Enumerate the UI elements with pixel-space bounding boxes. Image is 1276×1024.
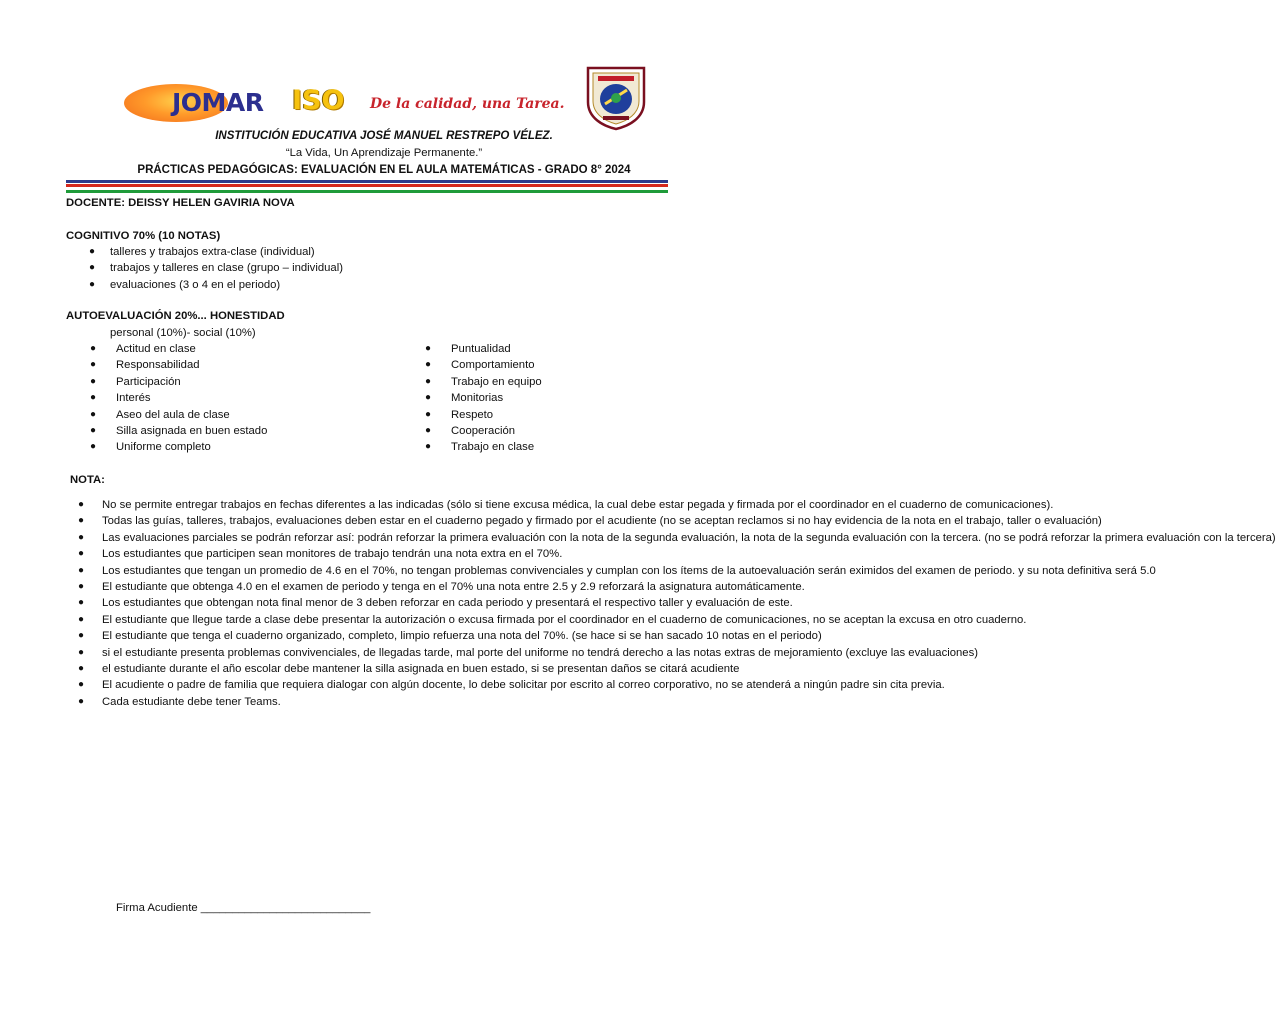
- institution-motto: “La Vida, Un Aprendizaje Permanente.”: [285, 147, 483, 159]
- school-shield-icon: [585, 64, 647, 130]
- list-item: [89, 244, 343, 260]
- list-item: [90, 390, 267, 406]
- list-item: [425, 407, 542, 423]
- cognitivo-list: [89, 244, 343, 293]
- list-item-text: si el estudiante presenta problemas convivenciales, de llegadas tarde, mal porte del uniforme no tendrá derecho a las notas extras de mejoramiento (excluye las evaluaciones): [102, 646, 978, 659]
- list-item: [90, 341, 267, 357]
- list-item: [425, 423, 542, 439]
- bullet-icon: ●: [90, 425, 97, 437]
- list-item-text: trabajos y talleres en clase (grupo – individual): [110, 262, 343, 275]
- list-item: [90, 407, 267, 423]
- list-item: [425, 341, 542, 357]
- list-item: [78, 563, 1156, 579]
- list-item: [78, 628, 822, 644]
- list-item-text: Los estudiantes que tengan un promedio de 4.6 en el 70%, no tengan problemas convivenciales y cumplan con los ítems de la autoevaluación serán eximidos del examen de periodo. y su nota definitiva será 5.0: [102, 564, 1156, 577]
- list-item-text: talleres y trabajos extra-clase (individual): [110, 246, 315, 258]
- list-item: [90, 374, 267, 390]
- bullet-icon: ●: [90, 441, 97, 453]
- list-item-text: Silla asignada en buen estado: [116, 425, 268, 438]
- autoevaluacion-title: AUTOEVALUACIÓN 20%... HONESTIDAD: [66, 310, 285, 322]
- bullet-icon: ●: [78, 597, 85, 609]
- firma-acudiente-line: Firma Acudiente ___________________________: [116, 902, 371, 914]
- list-item: [425, 357, 542, 373]
- header-stripe-red: [66, 184, 668, 187]
- list-item: [89, 277, 343, 293]
- bullet-icon: ●: [78, 499, 85, 510]
- list-item-text: Todas las guías, talleres, trabajos, evaluaciones deben estar en el cuaderno pegado y firmado por el acudiente (no se aceptan reclamos si no hay evidencia de la nota en el trabajo, taller o evaluación): [102, 515, 1102, 528]
- bullet-icon: ●: [78, 564, 85, 576]
- bullet-icon: ●: [78, 646, 85, 658]
- list-item-text: Aseo del aula de clase: [116, 408, 230, 421]
- nota-list: [78, 497, 1276, 710]
- jomar-iso-logo: [124, 82, 574, 122]
- bullet-icon: ●: [78, 581, 85, 593]
- bullet-icon: ●: [78, 630, 85, 642]
- list-item-text: Actitud en clase: [116, 343, 196, 355]
- list-item: [90, 423, 268, 439]
- bullet-icon: ●: [89, 278, 96, 290]
- bullet-icon: ●: [89, 262, 96, 274]
- autoevaluacion-subtitle: personal (10%)- social (10%): [110, 327, 256, 339]
- list-item-text: Puntualidad: [451, 343, 511, 355]
- logo-tagline: De la calidad, una Tarea.: [370, 96, 565, 112]
- bullet-icon: ●: [89, 246, 96, 257]
- bullet-icon: ●: [425, 425, 432, 437]
- bullet-icon: ●: [78, 695, 85, 707]
- nota-title: NOTA:: [70, 474, 105, 486]
- list-item: [78, 513, 1102, 529]
- bullet-icon: ●: [90, 359, 97, 371]
- bullet-icon: ●: [78, 613, 85, 625]
- bullet-icon: ●: [78, 663, 85, 675]
- list-item-text: Comportamiento: [451, 359, 535, 372]
- list-item-text: Interés: [116, 392, 151, 405]
- bullet-icon: ●: [425, 441, 432, 453]
- list-item-text: Monitorias: [451, 392, 504, 405]
- list-item-text: El estudiante que obtenga 4.0 en el examen de periodo y tenga en el 70% una nota entre 2.5 y 2.9 reforzará la asignatura automáticamente.: [102, 581, 805, 594]
- list-item-text: El estudiante que llegue tarde a clase debe presentar la autorización o excusa firmada por el coordinador en el cuaderno de comunicaciones, no se aceptan la excusa en otro cuaderno.: [102, 613, 1027, 626]
- header-stripe-green: [66, 190, 668, 193]
- bullet-icon: ●: [425, 408, 432, 420]
- list-item-text: Responsabilidad: [116, 359, 200, 372]
- bullet-icon: ●: [90, 375, 97, 387]
- list-item-text: Cada estudiante debe tener Teams.: [102, 695, 281, 708]
- list-item: [78, 546, 698, 562]
- docente-line: DOCENTE: DEISSY HELEN GAVIRIA NOVA: [66, 197, 295, 209]
- list-item-text: Trabajo en clase: [451, 441, 535, 454]
- list-item: [78, 579, 805, 595]
- list-item-text: Los estudiantes que participen sean monitores de trabajo tendrán una nota extra en el 70%.: [102, 548, 563, 561]
- list-item-text: Trabajo en equipo: [451, 375, 542, 388]
- bullet-icon: ●: [78, 548, 85, 560]
- list-item-text: El estudiante que tenga el cuaderno organizado, completo, limpio refuerza una nota del 70%. (se hace si se han sacado 10 notas en el periodo): [102, 630, 822, 643]
- bullet-icon: ●: [425, 359, 432, 371]
- list-item: [78, 612, 1027, 628]
- list-item: [78, 645, 978, 661]
- bullet-icon: ●: [90, 392, 97, 404]
- list-item-text: Las evaluaciones parciales se podrán reforzar así: podrán reforzar la primera evaluación con la nota de la segunda evaluación, la nota de la segunda evaluación con la tercera. (no se podrá reforzar la primera evaluación con la tercera): [102, 531, 1276, 544]
- bullet-icon: ●: [78, 515, 85, 527]
- cognitivo-title: COGNITIVO 70% (10 NOTAS): [66, 230, 221, 242]
- list-item: [90, 357, 267, 373]
- bullet-icon: ●: [425, 343, 432, 354]
- list-item: [425, 374, 542, 390]
- list-item-text: Uniforme completo: [116, 441, 211, 454]
- bullet-icon: ●: [425, 392, 432, 404]
- bullet-icon: ●: [425, 375, 432, 387]
- list-item-text: evaluaciones (3 o 4 en el periodo): [110, 278, 281, 291]
- bullet-icon: ●: [78, 531, 85, 543]
- bullet-icon: ●: [90, 408, 97, 420]
- bullet-icon: ●: [90, 343, 97, 354]
- list-item: [78, 694, 698, 710]
- list-item: [78, 497, 1054, 513]
- autoevaluacion-personal-list: [90, 341, 268, 456]
- list-item-text: No se permite entregar trabajos en fechas diferentes a las indicadas (sólo si tiene excusa médica, la cual debe estar pegada y firmada por el coordinador en el cuaderno de comunicaciones).: [102, 499, 1054, 511]
- list-item: [78, 661, 740, 677]
- list-item-text: Los estudiantes que obtengan nota final menor de 3 deben reforzar en cada periodo y presentará el respectivo taller y evaluación de este.: [102, 597, 793, 610]
- list-item-text: Participación: [116, 375, 181, 388]
- list-item-text: El acudiente o padre de familia que requiera dialogar con algún docente, lo debe solicitar por escrito al correo corporativo, no se atenderá a ningún padre sin cita previa.: [102, 679, 945, 692]
- list-item: [89, 260, 343, 276]
- list-item: [78, 595, 793, 611]
- list-item: [90, 439, 267, 455]
- list-item-text: Respeto: [451, 408, 494, 421]
- header-stripe-blue: [66, 180, 668, 183]
- autoevaluacion-social-list: [425, 341, 542, 456]
- practices-title: PRÁCTICAS PEDAGÓGICAS: EVALUACIÓN EN EL AULA MATEMÁTICAS - GRADO 8° 2024: [137, 164, 631, 176]
- list-item: [425, 439, 542, 455]
- list-item-text: Cooperación: [451, 425, 516, 438]
- list-item: [78, 530, 1276, 546]
- list-item: [78, 677, 945, 693]
- list-item-text: el estudiante durante el año escolar debe mantener la silla asignada en buen estado, si se presentan daños se citará acudiente: [102, 663, 740, 676]
- bullet-icon: ●: [78, 679, 85, 691]
- institution-title: INSTITUCIÓN EDUCATIVA JOSÉ MANUEL RESTREPO VÉLEZ.: [215, 130, 553, 142]
- logo-brand-left: JOMAR: [172, 88, 264, 117]
- logo-brand-right: ISO: [292, 85, 345, 116]
- list-item: [425, 390, 542, 406]
